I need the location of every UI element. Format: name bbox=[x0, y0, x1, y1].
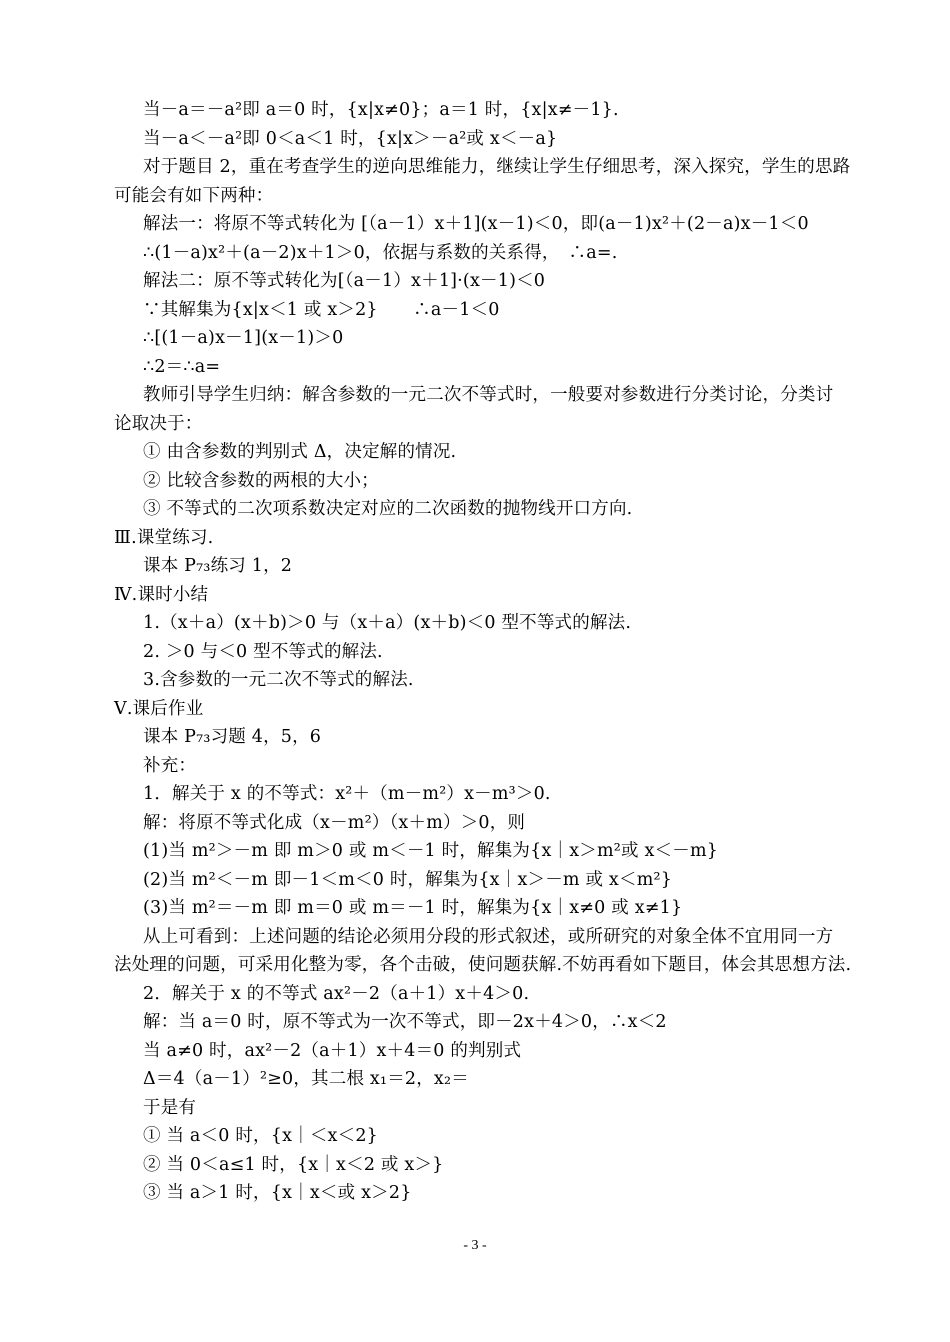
text-line: (1)当 m²＞－m 即 m＞0 或 m＜－1 时，解集为{x｜x＞m²或 x＜－m} bbox=[143, 841, 719, 861]
text-line: 从上可看到：上述问题的结论必须用分段的形式叙述，或所研究的对象全体不宜用同一方 bbox=[143, 927, 834, 947]
text-line: 1.（x＋a）(x＋b)＞0 与（x＋a）(x＋b)＜0 型不等式的解法. bbox=[143, 613, 632, 633]
text-line: ② 当 0＜a≤1 时，{x｜x＜2 或 x＞} bbox=[143, 1155, 444, 1175]
text-line: 解法一：将原不等式转化为 [（a－1）x＋1](x－1)＜0，即(a－1)x²＋(2－a)x－1＜0 bbox=[143, 214, 809, 234]
text-line: 当－a＝－a²即 a＝0 时，{x|x≠0}；a＝1 时，{x|x≠－1}. bbox=[143, 100, 619, 120]
text-line: 于是有 bbox=[143, 1098, 197, 1118]
text-line: 课本 P₇₃练习 1，2 bbox=[143, 556, 293, 576]
text-line: Ⅳ.课时小结 bbox=[114, 585, 209, 605]
text-line: ③ 当 a＞1 时，{x｜x＜或 x＞2} bbox=[143, 1183, 412, 1203]
text-line: 2. ＞0 与＜0 型不等式的解法. bbox=[143, 642, 383, 662]
text-line: 3.含参数的一元二次不等式的解法. bbox=[143, 670, 414, 690]
text-line: ∴(1－a)x²＋(a－2)x＋1＞0，依据与系数的关系得， ∴a=. bbox=[143, 243, 618, 263]
text-line: Δ＝4（a－1）²≥0，其二根 x₁＝2，x₂＝ bbox=[143, 1069, 469, 1089]
text-line: (2)当 m²＜－m 即－1＜m＜0 时，解集为{x｜x＞－m 或 x＜m²} bbox=[143, 870, 673, 890]
text-line: ∵其解集为{x|x＜1 或 x＞2} ∴a－1＜0 bbox=[143, 300, 500, 320]
text-line: 解法二：原不等式转化为[（a－1）x＋1]·(x－1)＜0 bbox=[143, 271, 546, 291]
text-line: ∴2＝∴a= bbox=[143, 357, 221, 377]
text-line: ① 由含参数的判别式 Δ，决定解的情况. bbox=[143, 442, 457, 462]
text-line: 课本 P₇₃习题 4，5，6 bbox=[143, 727, 322, 747]
text-line: 2．解关于 x 的不等式 ax²－2（a＋1）x＋4＞0. bbox=[143, 984, 530, 1004]
text-line: 教师引导学生归纳：解含参数的一元二次不等式时，一般要对参数进行分类讨论，分类讨 bbox=[143, 385, 834, 405]
text-line: 解：当 a＝0 时，原不等式为一次不等式，即－2x＋4＞0，∴x＜2 bbox=[143, 1012, 667, 1032]
text-line: 对于题目 2，重在考查学生的逆向思维能力，继续让学生仔细思考，深入探究，学生的思路 bbox=[143, 157, 851, 177]
text-line: 补充： bbox=[143, 756, 197, 776]
text-line: (3)当 m²＝－m 即 m＝0 或 m＝－1 时，解集为{x｜x≠0 或 x≠1} bbox=[143, 898, 683, 918]
text-line: 当－a＜－a²即 0＜a＜1 时，{x|x＞－a²或 x＜－a} bbox=[143, 129, 558, 149]
text-line: ③ 不等式的二次项系数决定对应的二次函数的抛物线开口方向. bbox=[143, 499, 633, 519]
text-line: 解：将原不等式化成（x－m²）（x＋m）＞0，则 bbox=[143, 813, 526, 833]
text-line: 1．解关于 x 的不等式：x²＋（m－m²）x－m³＞0. bbox=[143, 784, 551, 804]
text-line: 论取决于： bbox=[114, 414, 203, 434]
page-number: - 3 - bbox=[463, 1238, 487, 1253]
text-line: ① 当 a＜0 时，{x｜＜x＜2} bbox=[143, 1126, 378, 1146]
text-line: 法处理的问题，可采用化整为零，各个击破，使问题获解.不妨再看如下题目，体会其思想方法. bbox=[114, 955, 852, 975]
text-line: ② 比较含参数的两根的大小； bbox=[143, 471, 379, 491]
text-line: Ⅲ.课堂练习. bbox=[114, 528, 214, 548]
text-line: Ⅴ.课后作业 bbox=[114, 699, 204, 719]
text-line: 当 a≠0 时，ax²－2（a＋1）x＋4＝0 的判别式 bbox=[143, 1041, 522, 1061]
text-line: 可能会有如下两种： bbox=[114, 186, 274, 206]
text-line: ∴[(1－a)x－1](x－1)＞0 bbox=[143, 328, 344, 348]
